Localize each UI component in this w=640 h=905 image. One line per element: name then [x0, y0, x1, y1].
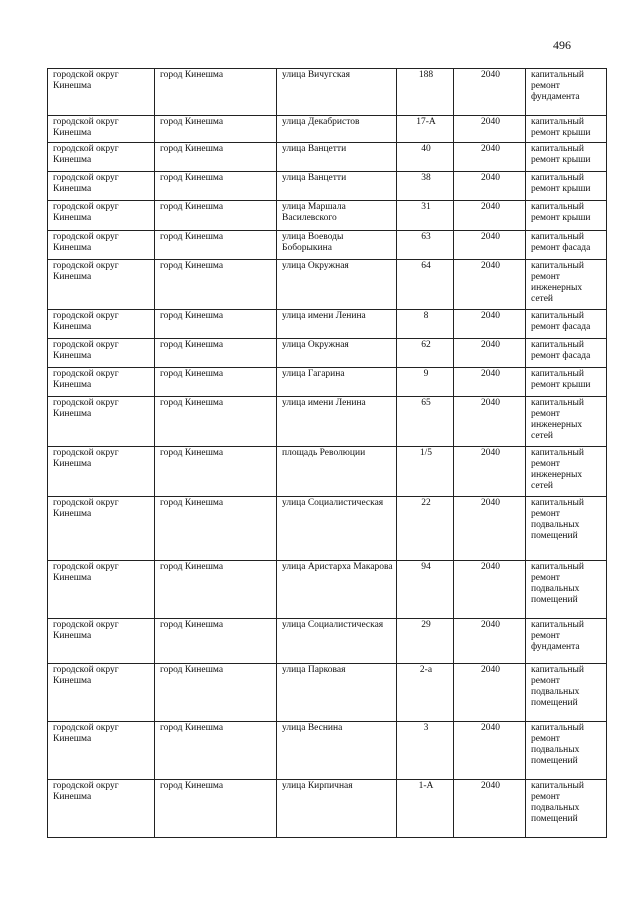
- year-cell: 2040: [454, 619, 526, 664]
- year-cell: 2040: [454, 201, 526, 231]
- year-cell: 2040: [454, 497, 526, 561]
- house-number-cell: 1/5: [397, 447, 454, 497]
- table-body: [48, 69, 607, 838]
- house-number-cell: 31: [397, 201, 454, 231]
- house-number-cell: 94: [397, 561, 454, 619]
- house-number-cell: 65: [397, 397, 454, 447]
- year-cell: 2040: [454, 664, 526, 722]
- year-cell: 2040: [454, 397, 526, 447]
- year-cell: 2040: [454, 69, 526, 116]
- year-cell: 2040: [454, 722, 526, 780]
- district-cell: городской округ Кинешма: [48, 116, 155, 143]
- year-cell: 2040: [454, 231, 526, 260]
- table-row: [48, 172, 607, 201]
- city-cell: город Кинешма: [155, 722, 277, 780]
- work-type-cell: капитальный ремонт инженерных сетей: [526, 447, 607, 497]
- street-cell: площадь Революции: [277, 447, 397, 497]
- year-cell: 2040: [454, 447, 526, 497]
- house-number-cell: 1-А: [397, 780, 454, 838]
- house-number-cell: 8: [397, 310, 454, 339]
- house-number-cell: 38: [397, 172, 454, 201]
- table-row: [48, 619, 607, 664]
- street-cell: улица Окружная: [277, 260, 397, 310]
- work-type-cell: капитальный ремонт фасада: [526, 231, 607, 260]
- street-cell: улица имени Ленина: [277, 397, 397, 447]
- work-type-cell: капитальный ремонт подвальных помещений: [526, 780, 607, 838]
- page-number: 496: [553, 38, 571, 52]
- work-type-cell: капитальный ремонт подвальных помещений: [526, 561, 607, 619]
- street-cell: улица Ванцетти: [277, 143, 397, 172]
- work-type-cell: капитальный ремонт подвальных помещений: [526, 664, 607, 722]
- table-row: [48, 231, 607, 260]
- city-cell: город Кинешма: [155, 310, 277, 339]
- year-cell: 2040: [454, 116, 526, 143]
- work-type-cell: капитальный ремонт крыши: [526, 368, 607, 397]
- district-cell: городской округ Кинешма: [48, 172, 155, 201]
- work-type-cell: капитальный ремонт фасада: [526, 339, 607, 368]
- table-row: [48, 497, 607, 561]
- street-cell: улица Парковая: [277, 664, 397, 722]
- district-cell: городской округ Кинешма: [48, 619, 155, 664]
- district-cell: городской округ Кинешма: [48, 561, 155, 619]
- city-cell: город Кинешма: [155, 664, 277, 722]
- district-cell: городской округ Кинешма: [48, 339, 155, 368]
- house-number-cell: 63: [397, 231, 454, 260]
- street-cell: улица имени Ленина: [277, 310, 397, 339]
- table-row: [48, 201, 607, 231]
- house-number-cell: 64: [397, 260, 454, 310]
- street-cell: улица Вичугская: [277, 69, 397, 116]
- house-number-cell: 2-а: [397, 664, 454, 722]
- street-cell: улица Гагарина: [277, 368, 397, 397]
- city-cell: город Кинешма: [155, 447, 277, 497]
- district-cell: городской округ Кинешма: [48, 497, 155, 561]
- city-cell: город Кинешма: [155, 116, 277, 143]
- repair-schedule-table: [47, 68, 607, 838]
- district-cell: городской округ Кинешма: [48, 368, 155, 397]
- year-cell: 2040: [454, 310, 526, 339]
- work-type-cell: капитальный ремонт крыши: [526, 172, 607, 201]
- district-cell: городской округ Кинешма: [48, 722, 155, 780]
- street-cell: улица Аристарха Макарова: [277, 561, 397, 619]
- year-cell: 2040: [454, 339, 526, 368]
- table-row: [48, 310, 607, 339]
- district-cell: городской округ Кинешма: [48, 397, 155, 447]
- table-row: [48, 116, 607, 143]
- work-type-cell: капитальный ремонт фундамента: [526, 619, 607, 664]
- street-cell: улица Социалистическая: [277, 497, 397, 561]
- house-number-cell: 62: [397, 339, 454, 368]
- street-cell: улица Декабристов: [277, 116, 397, 143]
- work-type-cell: капитальный ремонт крыши: [526, 201, 607, 231]
- year-cell: 2040: [454, 260, 526, 310]
- district-cell: городской округ Кинешма: [48, 447, 155, 497]
- street-cell: улица Кирпичная: [277, 780, 397, 838]
- district-cell: городской округ Кинешма: [48, 69, 155, 116]
- table-row: [48, 664, 607, 722]
- year-cell: 2040: [454, 368, 526, 397]
- year-cell: 2040: [454, 561, 526, 619]
- street-cell: улица Веснина: [277, 722, 397, 780]
- house-number-cell: 22: [397, 497, 454, 561]
- work-type-cell: капитальный ремонт инженерных сетей: [526, 397, 607, 447]
- table-row: [48, 780, 607, 838]
- table-row: [48, 143, 607, 172]
- city-cell: город Кинешма: [155, 69, 277, 116]
- district-cell: городской округ Кинешма: [48, 664, 155, 722]
- work-type-cell: капитальный ремонт инженерных сетей: [526, 260, 607, 310]
- district-cell: городской округ Кинешма: [48, 310, 155, 339]
- house-number-cell: 40: [397, 143, 454, 172]
- city-cell: город Кинешма: [155, 368, 277, 397]
- house-number-cell: 3: [397, 722, 454, 780]
- city-cell: город Кинешма: [155, 619, 277, 664]
- work-type-cell: капитальный ремонт фундамента: [526, 69, 607, 116]
- table-row: [48, 339, 607, 368]
- house-number-cell: 17-А: [397, 116, 454, 143]
- district-cell: городской округ Кинешма: [48, 231, 155, 260]
- district-cell: городской округ Кинешма: [48, 201, 155, 231]
- table-row: [48, 260, 607, 310]
- year-cell: 2040: [454, 143, 526, 172]
- city-cell: город Кинешма: [155, 561, 277, 619]
- city-cell: город Кинешма: [155, 260, 277, 310]
- city-cell: город Кинешма: [155, 172, 277, 201]
- district-cell: городской округ Кинешма: [48, 260, 155, 310]
- table-row: [48, 397, 607, 447]
- work-type-cell: капитальный ремонт крыши: [526, 143, 607, 172]
- work-type-cell: капитальный ремонт фасада: [526, 310, 607, 339]
- city-cell: город Кинешма: [155, 497, 277, 561]
- street-cell: улица Маршала Василевского: [277, 201, 397, 231]
- city-cell: город Кинешма: [155, 339, 277, 368]
- table-row: [48, 368, 607, 397]
- work-type-cell: капитальный ремонт подвальных помещений: [526, 497, 607, 561]
- city-cell: город Кинешма: [155, 780, 277, 838]
- street-cell: улица Воеводы Боборыкина: [277, 231, 397, 260]
- city-cell: город Кинешма: [155, 397, 277, 447]
- table-row: [48, 69, 607, 116]
- house-number-cell: 9: [397, 368, 454, 397]
- city-cell: город Кинешма: [155, 143, 277, 172]
- table-row: [48, 447, 607, 497]
- district-cell: городской округ Кинешма: [48, 780, 155, 838]
- house-number-cell: 188: [397, 69, 454, 116]
- year-cell: 2040: [454, 172, 526, 201]
- street-cell: улица Окружная: [277, 339, 397, 368]
- table-row: [48, 722, 607, 780]
- street-cell: улица Социалистическая: [277, 619, 397, 664]
- city-cell: город Кинешма: [155, 231, 277, 260]
- year-cell: 2040: [454, 780, 526, 838]
- work-type-cell: капитальный ремонт подвальных помещений: [526, 722, 607, 780]
- district-cell: городской округ Кинешма: [48, 143, 155, 172]
- street-cell: улица Ванцетти: [277, 172, 397, 201]
- house-number-cell: 29: [397, 619, 454, 664]
- work-type-cell: капитальный ремонт крыши: [526, 116, 607, 143]
- city-cell: город Кинешма: [155, 201, 277, 231]
- table-row: [48, 561, 607, 619]
